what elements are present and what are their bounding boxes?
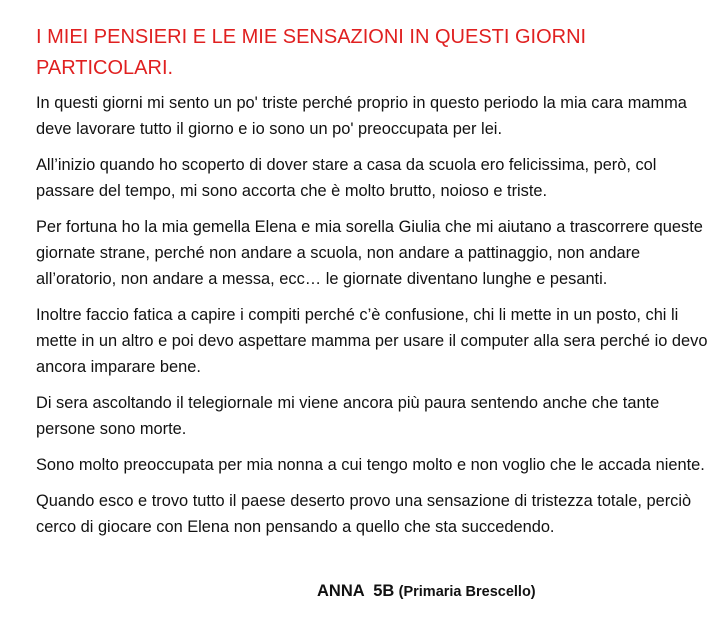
paragraph: Quando esco e trovo tutto il paese deserto provo una sensazione di tristezza totale, perciò cerco di giocare con Elena non pensando a quello che sta succedendo.	[36, 492, 692, 536]
document-body	[36, 22, 716, 550]
paragraph: Per fortuna ho la mia gemella Elena e mia sorella Giulia che mi aiutano a trascorrere queste giornate strane, perché non andare a scuola, non andare a pattinaggio, non andare all’oratorio, non andare a messa, ecc… le giornate diventano lunghe e pesanti.	[36, 218, 703, 288]
paragraph: Sono molto preoccupata per mia nonna a cui tengo molto e non voglio che le accada niente.	[36, 456, 705, 474]
document-title: I MIEI PENSIERI E LE MIE SENSAZIONI IN QUESTI GIORNI PARTICOLARI.	[36, 26, 587, 79]
signature	[317, 582, 536, 601]
paragraph: Di sera ascoltando il telegiornale mi viene ancora più paura sentendo anche che tante persone sono morte.	[36, 394, 660, 438]
school-name: (Primaria Brescello)	[398, 584, 536, 600]
paragraph: All’inizio quando ho scoperto di dover stare a casa da scuola ero felicissima, però, col passare del tempo, mi sono accorta che è molto brutto, noioso e triste.	[36, 156, 657, 200]
paragraph: In questi giorni mi sento un po' triste perché proprio in questo periodo la mia cara mamma deve lavorare tutto il giorno e io sono un po' preoccupata per lei.	[36, 94, 687, 138]
paragraph: Inoltre faccio fatica a capire i compiti perché c’è confusione, chi li mette in un posto, chi li mette in un altro e poi devo aspettare mamma per usare il computer alla sera perché io devo ancora imparare bene.	[36, 306, 708, 376]
author-name: ANNA 5B	[317, 582, 395, 600]
